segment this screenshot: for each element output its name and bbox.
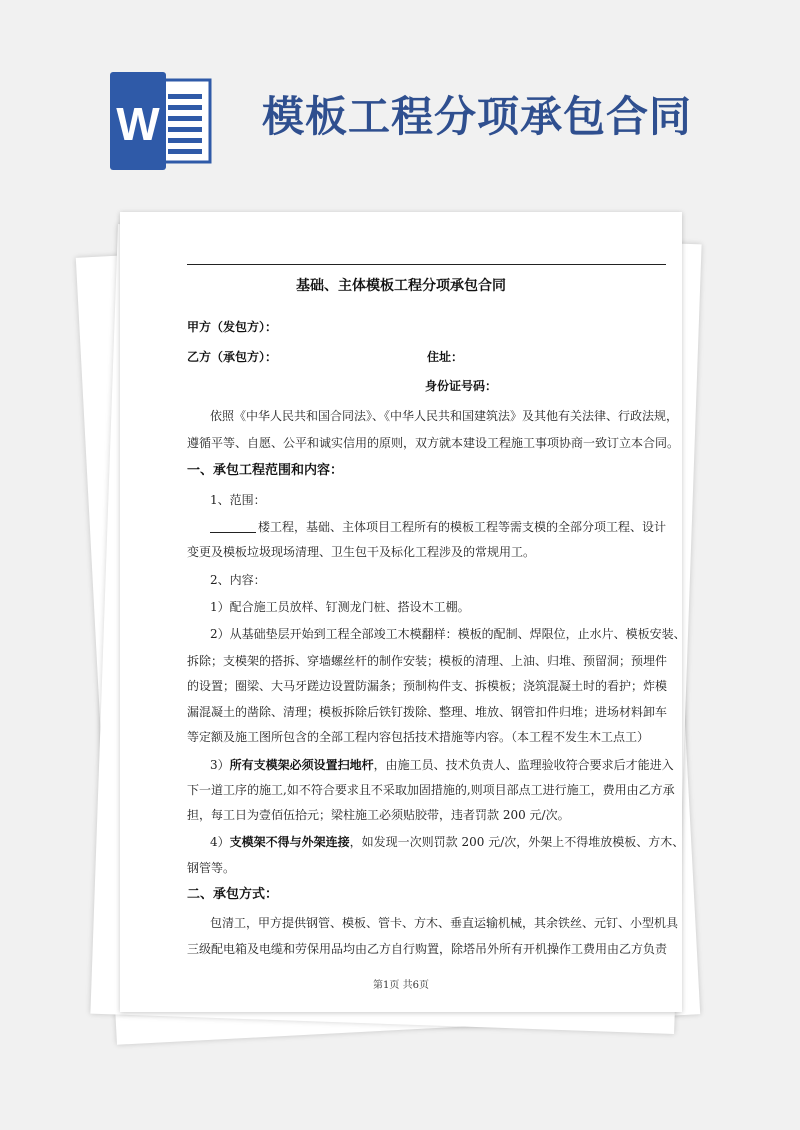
content-label: 2、内容：: [210, 573, 266, 587]
document-page: [120, 212, 686, 1012]
banner: [0, 0, 800, 200]
mode-line-1: 包清工，甲方提供钢管、模板、管卡、方木、垂直运输机械，其余铁丝、元钉、小型机具: [210, 916, 679, 930]
banner-title: 模板工程分项承包合同: [262, 92, 693, 141]
content-item-2-line-5: 等定额及施工图所包含的全部工程内容包括技术措施等内容。（本工程不发生木工点工）: [187, 730, 650, 744]
content-item-3-line-1: 3）所有支模架必须设置扫地杆，由施工员、技术负责人、监理验收符合要求后才能进入: [210, 758, 674, 772]
content-item-1: 1）配合施工员放样、钉测龙门桩、搭设木工棚。: [210, 600, 470, 614]
scope-line-2: 变更及模板垃圾现场清理、卫生包干及标化工程涉及的常规用工。: [187, 545, 536, 559]
intro-line-1: 依照《中华人民共和国合同法》、《中华人民共和国建筑法》及其他有关法律、行政法规，: [210, 409, 679, 423]
document-title: 基础、主体模板工程分项承包合同: [296, 278, 506, 294]
scope-line-1: 楼工程，基础、主体项目工程所有的模板工程等需支模的全部分项工程、设计: [210, 519, 666, 535]
id-number-label: 身份证号码：: [425, 379, 498, 393]
content-item-2-line-1: 2）从基础垫层开始到工程全部竣工木模翻样：模板的配制、焊限位，止水片、模板安装、: [210, 627, 686, 641]
content-item-4-line-1: 4）支模架不得与外架连接，如发现一次则罚款 200 元/次，外架上不得堆放模板、方木、: [210, 835, 685, 849]
page-footer: 第1页 共6页: [373, 980, 429, 991]
header-rule: [187, 264, 666, 265]
word-document-icon: [110, 72, 214, 170]
content-item-2-line-3: 的设置；圈梁、大马牙蹉边设置防漏条；预制构件支、拆模板；浇筑混凝土时的看护；炸模: [187, 679, 668, 693]
mode-line-2: 三级配电箱及电缆和劳保用品均由乙方自行购置，除塔吊外所有开机操作工费用由乙方负责: [187, 942, 668, 956]
content-item-2-line-4: 漏混凝土的凿除、清理；模板拆除后铁钉拨除、整理、堆放、钢管扣件归堆；进场材料卸车: [187, 705, 668, 719]
party-a-label: 甲方（发包方）：: [187, 320, 278, 334]
content-item-3-line-2: 下一道工序的施工,如不符合要求且不采取加固措施的,则项目部点工进行施工，费用由乙方承: [187, 783, 675, 797]
word-icon-letter: W: [116, 98, 160, 150]
address-label: 住址：: [427, 350, 464, 364]
intro-line-2: 遵循平等、自愿、公平和诚实信用的原则，双方就本建设工程施工事项协商一致订立本合同。: [187, 436, 680, 450]
scope-label: 1、范围：: [210, 493, 266, 507]
content-item-3-line-3: 担，每工日为壹佰伍拾元；梁柱施工必须贴胶带，违者罚款 200 元/次。: [187, 808, 570, 822]
blank-underline: [210, 520, 256, 533]
section-2-heading: 二、承包方式：: [187, 887, 279, 902]
party-b-label: 乙方（承包方）：: [187, 350, 278, 364]
content-item-4-line-2: 钢管等。: [187, 861, 236, 875]
content-item-2-line-2: 拆除；支模架的搭拆、穿墙螺丝杆的制作安装；模板的清理、上油、归堆、预留洞；预埋件: [187, 654, 668, 668]
section-1-heading: 一、承包工程范围和内容：: [187, 463, 344, 478]
